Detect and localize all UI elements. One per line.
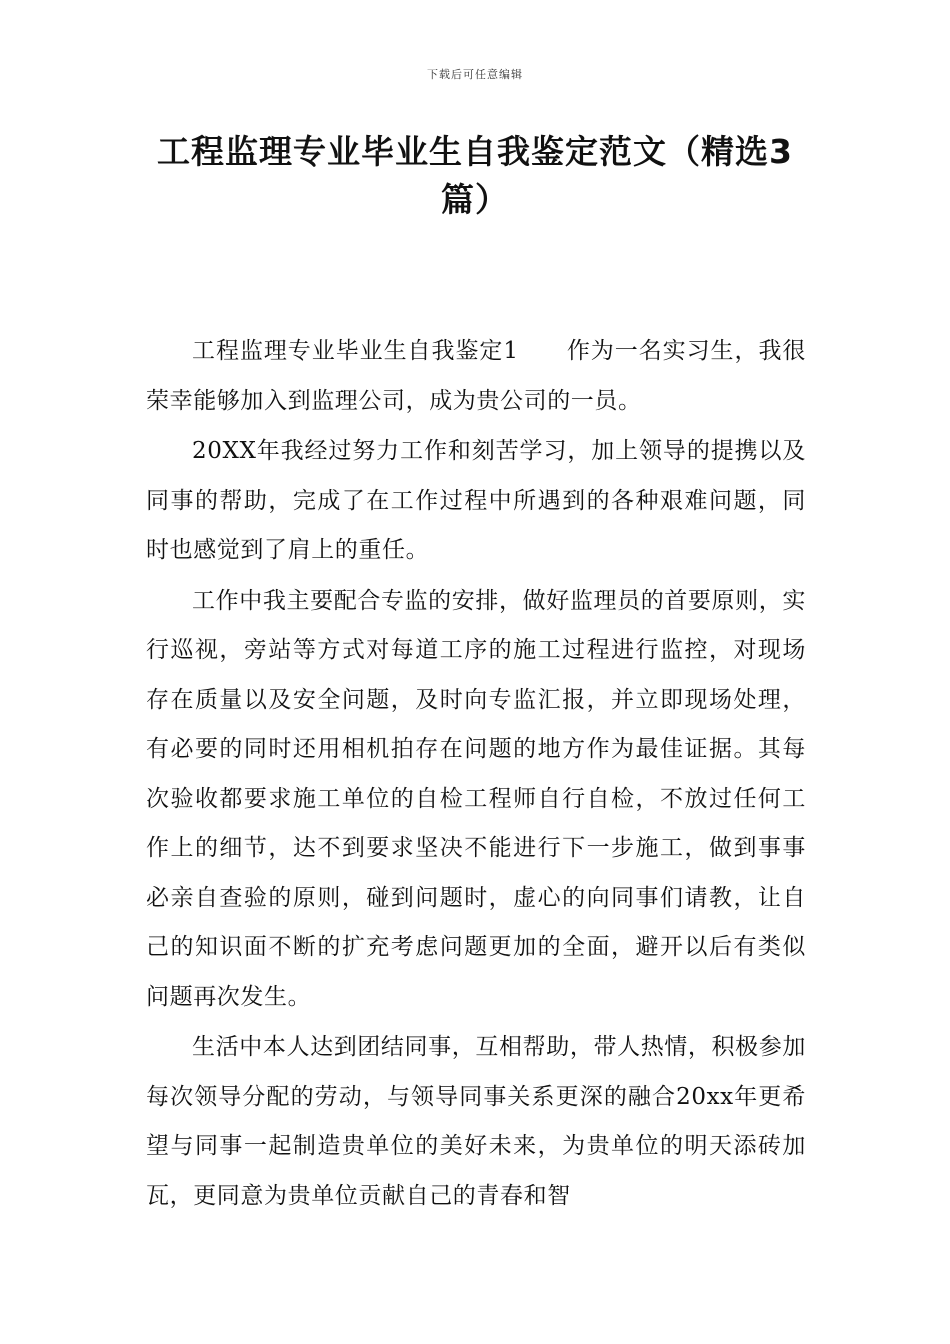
paragraph-3: 工作中我主要配合专监的安排，做好监理员的首要原则，实行巡视，旁站等方式对每道工序的施工过程进行监控，对现场存在质量以及安全问题，及时向专监汇报，并立即现场处理，有必要的同时还用相机拍存在问题的地方作为最佳证据。其每次验收都要求施工单位的自检工程师自行自检，不放过任何工作上的细节，达不到要求坚决不能进行下一步施工，做到事事必亲自查验的原则，碰到问题时，虚心的向同事们请教，让自己的知识面不断的扩充考虑问题更加的全面，避开以后有类似问题再次发生。 bbox=[146, 587, 806, 1010]
paragraph-2: 20XX年我经过努力工作和刻苦学习，加上领导的提携以及同事的帮助，完成了在工作过程中所遇到的各种艰难问题，同时也感觉到了肩上的重任。 bbox=[146, 438, 806, 563]
document-title: 工程监理专业毕业生自我鉴定范文（精选3篇） bbox=[157, 132, 793, 219]
document-body bbox=[146, 327, 806, 1222]
paragraph-4: 生活中本人达到团结同事，互相帮助，带人热情，积极参加每次领导分配的劳动，与领导同事关系更深的融合20xx年更希望与同事一起制造贵单位的美好未来，为贵单位的明天添砖加瓦，更同意为贵单位贡献自己的青春和智 bbox=[146, 1034, 806, 1209]
header-note: 下载后可任意编辑 bbox=[427, 68, 523, 81]
paragraph-1: 工程监理专业毕业生自我鉴定1 作为一名实习生，我很荣幸能够加入到监理公司，成为贵公司的一员。 bbox=[146, 338, 806, 414]
